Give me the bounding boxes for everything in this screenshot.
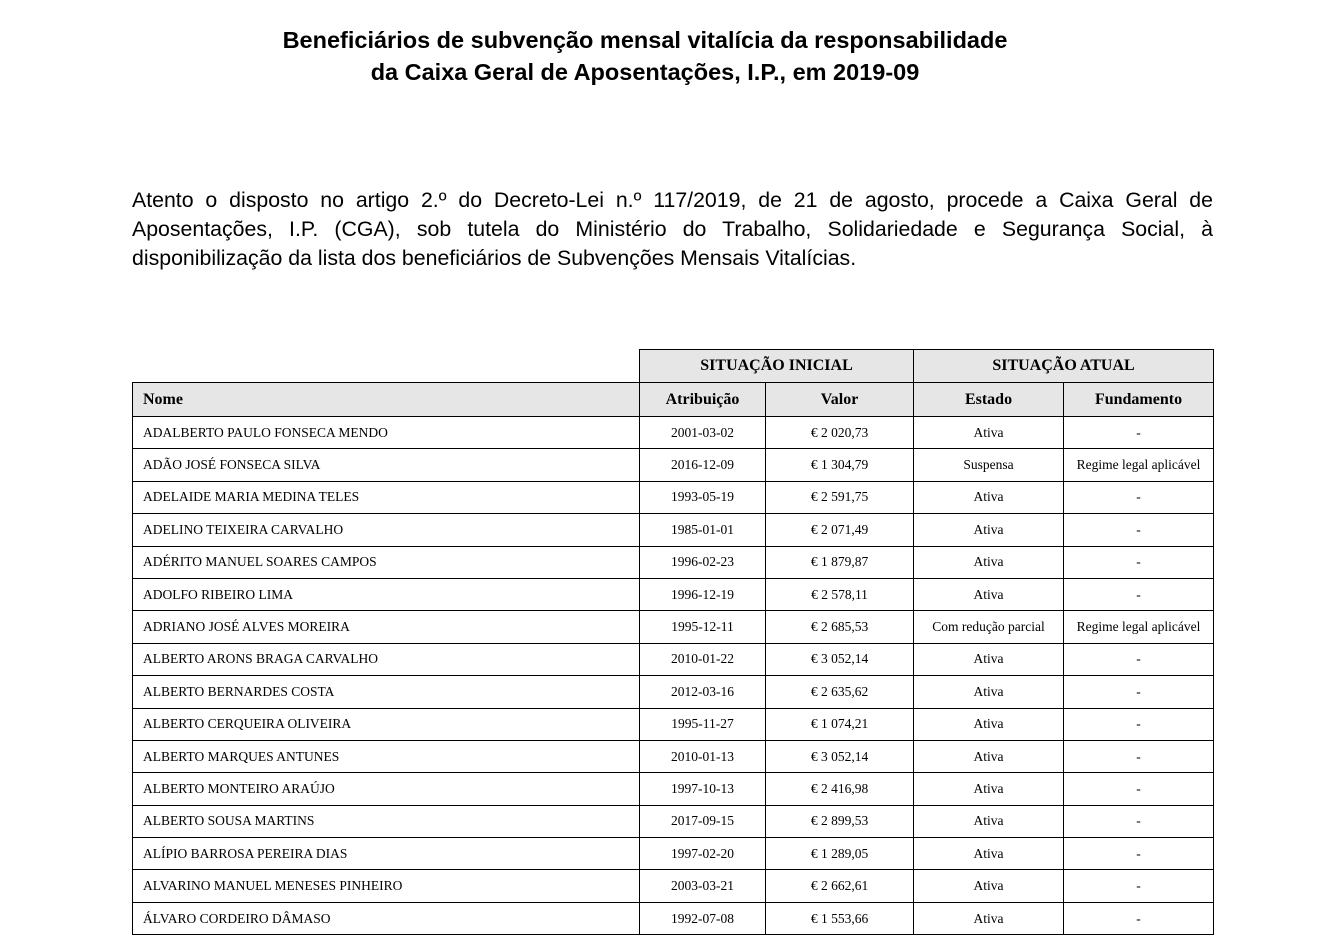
- cell-nome: ALÍPIO BARROSA PEREIRA DIAS: [133, 838, 640, 870]
- cell-valor: € 2 635,62: [766, 676, 914, 708]
- cell-fundamento: -: [1064, 514, 1214, 546]
- cell-valor: € 1 553,66: [766, 902, 914, 934]
- table-row: [133, 481, 1214, 513]
- group-header-row: [133, 350, 1214, 383]
- cell-valor: € 3 052,14: [766, 643, 914, 675]
- cell-valor: € 2 899,53: [766, 805, 914, 837]
- column-header-row: [133, 383, 1214, 417]
- cell-estado: Com redução parcial: [914, 611, 1064, 643]
- intro-paragraph: Atento o disposto no artigo 2.º do Decreto-Lei n.º 117/2019, de 21 de agosto, procede a Caixa Geral de Aposentações, I.P. (CGA), sob tutela do Ministério do Trabalho, Solidariedade e Segurança Social, à disponibilização da lista dos beneficiários de Subvenções Mensais Vitalícias.: [132, 188, 1213, 270]
- cell-fundamento: -: [1064, 481, 1214, 513]
- cell-valor: € 1 879,87: [766, 546, 914, 578]
- cell-nome: ALBERTO MARQUES ANTUNES: [133, 740, 640, 772]
- cell-valor: € 2 071,49: [766, 514, 914, 546]
- document-title-line-1: Beneficiários de subvenção mensal vitalícia da responsabilidade: [282, 27, 1008, 53]
- cell-atribuicao: 2016-12-09: [640, 449, 766, 481]
- cell-valor: € 2 416,98: [766, 773, 914, 805]
- cell-estado: Ativa: [914, 546, 1064, 578]
- group-header-initial: SITUAÇÃO INICIAL: [640, 350, 914, 383]
- cell-valor: € 2 685,53: [766, 611, 914, 643]
- document-title-line-2: da Caixa Geral de Aposentações, I.P., em 2019-09: [370, 59, 920, 85]
- cell-atribuicao: 1993-05-19: [640, 481, 766, 513]
- cell-atribuicao: 2012-03-16: [640, 676, 766, 708]
- cell-nome: ALBERTO ARONS BRAGA CARVALHO: [133, 643, 640, 675]
- cell-atribuicao: 2010-01-22: [640, 643, 766, 675]
- cell-nome: ADELINO TEIXEIRA CARVALHO: [133, 514, 640, 546]
- cell-fundamento: -: [1064, 643, 1214, 675]
- table-row: [133, 611, 1214, 643]
- cell-estado: Ativa: [914, 773, 1064, 805]
- cell-estado: Ativa: [914, 805, 1064, 837]
- column-header-valor: Valor: [766, 383, 914, 417]
- cell-nome: ADELAIDE MARIA MEDINA TELES: [133, 481, 640, 513]
- cell-valor: € 1 289,05: [766, 838, 914, 870]
- cell-fundamento: -: [1064, 805, 1214, 837]
- cell-fundamento: -: [1064, 417, 1214, 449]
- cell-estado: Ativa: [914, 838, 1064, 870]
- table-row: [133, 578, 1214, 610]
- cell-atribuicao: 1992-07-08: [640, 902, 766, 934]
- table-row: [133, 449, 1214, 481]
- cell-fundamento: -: [1064, 773, 1214, 805]
- cell-nome: ADRIANO JOSÉ ALVES MOREIRA: [133, 611, 640, 643]
- cell-nome: ADALBERTO PAULO FONSECA MENDO: [133, 417, 640, 449]
- cell-atribuicao: 2003-03-21: [640, 870, 766, 902]
- table-row: [133, 838, 1214, 870]
- cell-valor: € 2 662,61: [766, 870, 914, 902]
- beneficiaries-table: [132, 349, 1214, 935]
- table-row: [133, 643, 1214, 675]
- cell-atribuicao: 1985-01-01: [640, 514, 766, 546]
- cell-nome: ADOLFO RIBEIRO LIMA: [133, 578, 640, 610]
- cell-fundamento: -: [1064, 578, 1214, 610]
- cell-atribuicao: 1995-11-27: [640, 708, 766, 740]
- cell-atribuicao: 1996-12-19: [640, 578, 766, 610]
- cell-nome: ADÃO JOSÉ FONSECA SILVA: [133, 449, 640, 481]
- cell-nome: ALBERTO SOUSA MARTINS: [133, 805, 640, 837]
- cell-valor: € 1 304,79: [766, 449, 914, 481]
- group-header-current: SITUAÇÃO ATUAL: [914, 350, 1214, 383]
- table-row: [133, 708, 1214, 740]
- cell-estado: Ativa: [914, 902, 1064, 934]
- cell-estado: Ativa: [914, 870, 1064, 902]
- table-row: [133, 902, 1214, 934]
- empty-corner-cell: [133, 350, 640, 383]
- cell-estado: Ativa: [914, 643, 1064, 675]
- cell-valor: € 1 074,21: [766, 708, 914, 740]
- cell-fundamento: Regime legal aplicável: [1064, 449, 1214, 481]
- table-row: [133, 546, 1214, 578]
- cell-estado: Ativa: [914, 514, 1064, 546]
- cell-nome: ALBERTO BERNARDES COSTA: [133, 676, 640, 708]
- cell-estado: Ativa: [914, 740, 1064, 772]
- cell-nome: ALBERTO CERQUEIRA OLIVEIRA: [133, 708, 640, 740]
- cell-nome: ALBERTO MONTEIRO ARAÚJO: [133, 773, 640, 805]
- cell-nome: ÁLVARO CORDEIRO DÂMASO: [133, 902, 640, 934]
- cell-fundamento: -: [1064, 838, 1214, 870]
- column-header-estado: Estado: [914, 383, 1064, 417]
- cell-estado: Ativa: [914, 417, 1064, 449]
- cell-atribuicao: 1995-12-11: [640, 611, 766, 643]
- cell-valor: € 2 020,73: [766, 417, 914, 449]
- table-row: [133, 514, 1214, 546]
- table-row: [133, 773, 1214, 805]
- table-row: [133, 417, 1214, 449]
- cell-atribuicao: 2001-03-02: [640, 417, 766, 449]
- table-row: [133, 805, 1214, 837]
- cell-estado: Ativa: [914, 676, 1064, 708]
- cell-fundamento: -: [1064, 870, 1214, 902]
- cell-atribuicao: 1997-10-13: [640, 773, 766, 805]
- cell-estado: Suspensa: [914, 449, 1064, 481]
- cell-estado: Ativa: [914, 708, 1064, 740]
- cell-atribuicao: 1997-02-20: [640, 838, 766, 870]
- cell-atribuicao: 1996-02-23: [640, 546, 766, 578]
- cell-fundamento: -: [1064, 676, 1214, 708]
- cell-estado: Ativa: [914, 578, 1064, 610]
- cell-fundamento: Regime legal aplicável: [1064, 611, 1214, 643]
- cell-fundamento: -: [1064, 546, 1214, 578]
- cell-valor: € 2 578,11: [766, 578, 914, 610]
- column-header-nome: Nome: [133, 383, 640, 417]
- cell-atribuicao: 2010-01-13: [640, 740, 766, 772]
- cell-nome: ALVARINO MANUEL MENESES PINHEIRO: [133, 870, 640, 902]
- column-header-fundamento: Fundamento: [1064, 383, 1214, 417]
- cell-valor: € 2 591,75: [766, 481, 914, 513]
- cell-estado: Ativa: [914, 481, 1064, 513]
- table-row: [133, 740, 1214, 772]
- cell-valor: € 3 052,14: [766, 740, 914, 772]
- cell-fundamento: -: [1064, 902, 1214, 934]
- cell-fundamento: -: [1064, 708, 1214, 740]
- table-row: [133, 870, 1214, 902]
- cell-fundamento: -: [1064, 740, 1214, 772]
- cell-nome: ADÉRITO MANUEL SOARES CAMPOS: [133, 546, 640, 578]
- column-header-atribuicao: Atribuição: [640, 383, 766, 417]
- table-row: [133, 676, 1214, 708]
- cell-atribuicao: 2017-09-15: [640, 805, 766, 837]
